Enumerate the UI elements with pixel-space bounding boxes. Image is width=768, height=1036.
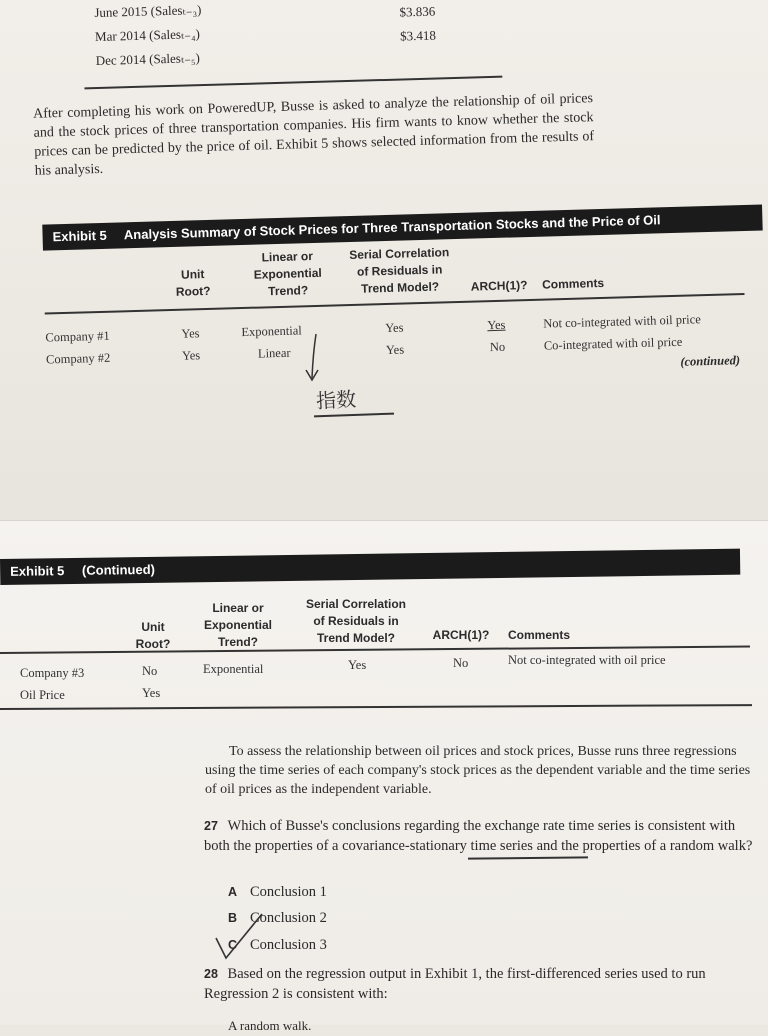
header-line: Serial Correlation bbox=[305, 597, 407, 611]
cell-trend: Linear bbox=[257, 345, 291, 361]
cell-comments: Co-integrated with oil price bbox=[543, 334, 683, 353]
question-text: Based on the regression output in Exhibit 1, the first-differenced series used to run Regression 2 is consistent with: bbox=[204, 966, 706, 1002]
header-line: Exponential bbox=[253, 265, 322, 282]
question-text: Which of Busse's conclusions regarding the exchange rate time series is consistent with both the properties of a covariance-stationary time series and the properties of a random walk? bbox=[204, 818, 753, 854]
sales-value: $3.418 bbox=[399, 27, 437, 44]
cell-arch: Yes bbox=[487, 317, 506, 333]
question-number: 28 bbox=[204, 967, 218, 981]
header-line: Trend Model? bbox=[360, 279, 440, 296]
header-line: Root? bbox=[135, 637, 171, 651]
row-name: Oil Price bbox=[20, 688, 65, 702]
option-letter: B bbox=[228, 911, 238, 925]
option-text: Conclusion 3 bbox=[250, 937, 327, 953]
exhibit-number: Exhibit 5 bbox=[52, 227, 107, 245]
sales-value: $3.836 bbox=[399, 3, 436, 20]
exhibit-header-bar bbox=[42, 204, 762, 250]
header-line: Linear or bbox=[261, 249, 314, 265]
question-28 bbox=[204, 964, 764, 1004]
option-letter: A bbox=[228, 885, 238, 899]
cell-comments: Not co-integrated with oil price bbox=[508, 653, 666, 667]
header-serial bbox=[329, 244, 470, 299]
header-serial bbox=[286, 596, 426, 647]
header-line: Linear or bbox=[212, 601, 264, 615]
cell-trend: Exponential bbox=[203, 662, 264, 676]
option-a[interactable] bbox=[228, 882, 327, 902]
question-27 bbox=[204, 816, 760, 856]
exhibit-title: (Continued) bbox=[81, 561, 155, 578]
header-unit-root bbox=[158, 265, 229, 301]
cell-serial: Yes bbox=[348, 658, 367, 672]
cell-unit-root: No bbox=[142, 664, 158, 678]
header-line: of Residuals in bbox=[356, 262, 443, 279]
header-arch: ARCH(1)? bbox=[432, 628, 490, 642]
checkmark-icon bbox=[212, 908, 272, 964]
exhibit-number: Exhibit 5 bbox=[10, 563, 65, 579]
header-line: Trend? bbox=[268, 283, 309, 299]
row-name: Company #3 bbox=[20, 666, 85, 680]
option-a-partial[interactable]: A random walk. bbox=[228, 1018, 312, 1033]
handwritten-note: 指数 bbox=[315, 386, 357, 414]
cell-serial: Yes bbox=[385, 342, 405, 358]
continued-label: (continued) bbox=[680, 353, 741, 369]
cell-trend: Exponential bbox=[241, 323, 302, 340]
cell-serial: Yes bbox=[385, 320, 404, 336]
cell-unit-root: Yes bbox=[142, 686, 161, 700]
header-comments: Comments bbox=[508, 628, 571, 642]
header-line: Unit bbox=[141, 620, 165, 634]
header-line: of Residuals in bbox=[313, 614, 399, 628]
header-line: Unit bbox=[180, 267, 205, 282]
cell-arch: No bbox=[489, 339, 506, 355]
header-line: Serial Correlation bbox=[349, 245, 450, 263]
sales-label: June 2015 (Salesₜ₋₃) bbox=[94, 2, 202, 21]
cell-unit-root: Yes bbox=[181, 326, 200, 341]
row-name: Company #1 bbox=[45, 328, 110, 345]
header-trend bbox=[178, 600, 298, 651]
option-text: Conclusion 2 bbox=[250, 910, 327, 926]
header-line: Trend Model? bbox=[317, 631, 395, 645]
assess-paragraph: To assess the relationship between oil prices and stock prices, Busse runs three regressions using the time series of each company's stock prices as the dependent variable and the time series of oil prices as the independent variable. bbox=[205, 744, 751, 797]
option-text: Conclusion 1 bbox=[250, 884, 327, 900]
row-name: Company #2 bbox=[45, 350, 111, 367]
cell-unit-root: Yes bbox=[181, 348, 201, 363]
header-line: Trend? bbox=[217, 635, 258, 649]
question-number: 27 bbox=[204, 819, 218, 833]
option-letter: C bbox=[228, 938, 238, 952]
cell-arch: No bbox=[453, 656, 469, 670]
cell-comments: Not co-integrated with oil price bbox=[543, 312, 701, 331]
header-comments: Comments bbox=[541, 275, 605, 292]
exhibit-title: Analysis Summary of Stock Prices for Three Transportation Stocks and the Price of Oil bbox=[123, 212, 661, 243]
handwritten-arrow-icon bbox=[300, 330, 360, 390]
sales-label: Mar 2014 (Salesₜ₋₄) bbox=[94, 26, 201, 45]
intro-paragraph: After completing his work on PoweredUP, Busse is asked to analyze the relationship of oil prices and the stock prices of three transportation companies. His firm wants to know whether the stock prices can be predicted by the price of oil. Exhibit 5 shows selected information from the results of his analysis. bbox=[32, 91, 595, 179]
table-rule bbox=[84, 76, 502, 89]
sales-label: Dec 2014 (Salesₜ₋₅) bbox=[95, 50, 201, 69]
header-line: Exponential bbox=[203, 618, 272, 632]
header-line: Root? bbox=[175, 283, 211, 299]
header-arch: ARCH(1)? bbox=[470, 278, 528, 294]
